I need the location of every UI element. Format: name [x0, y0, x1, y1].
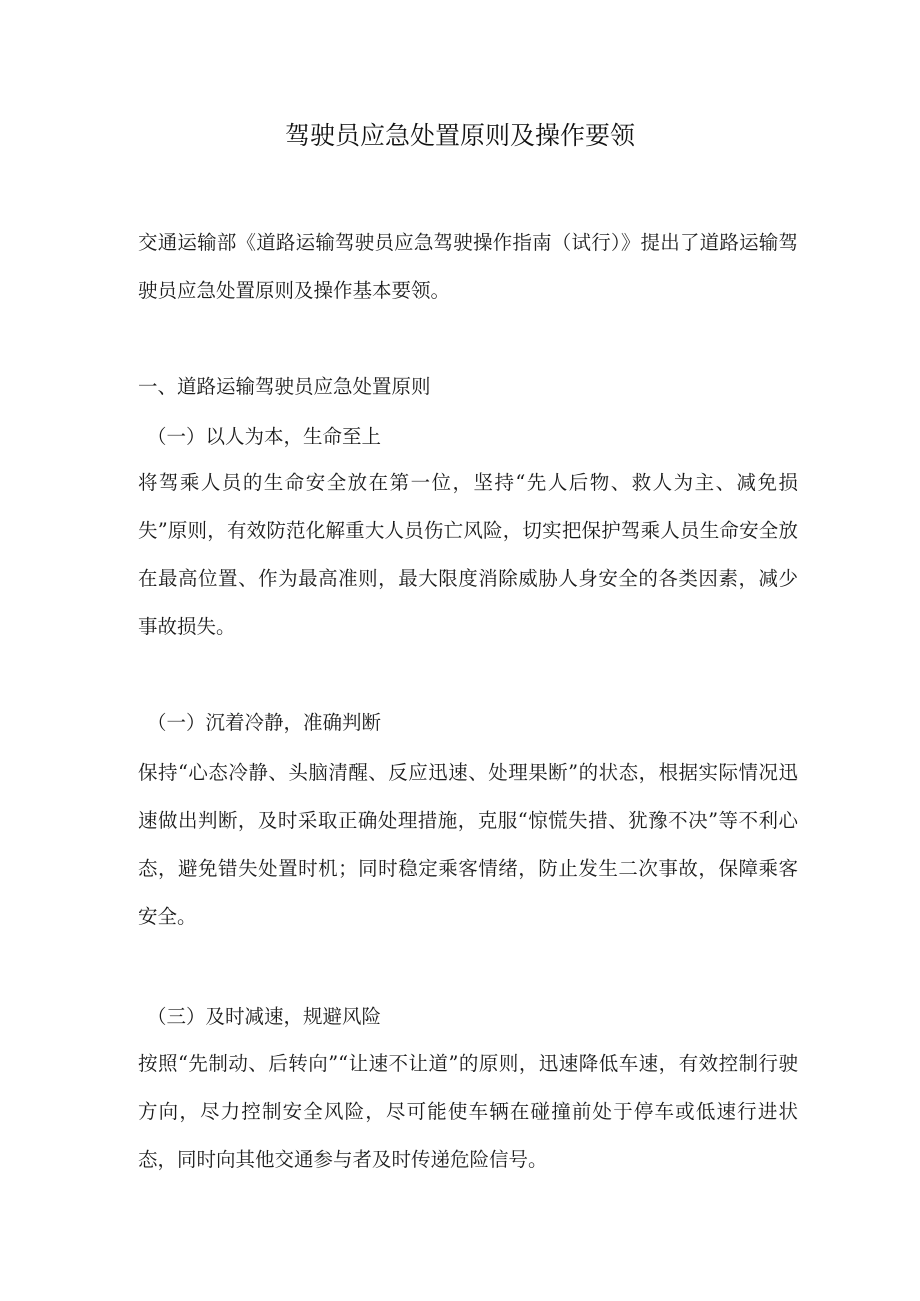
- subsection-body-2: 保持“心态冷静、头脑清醒、反应迅速、处理果断”的状态，根据实际情况迅速做出判断，及时采取正确处理措施，克服“惊慌失措、犹豫不决”等不利心态，避免错失处置时机；同时稳定乘客情绪，防止发生二次事故，保障乘客安全。: [138, 761, 798, 928]
- subsection-body-3: 按照“先制动、后转向”“让速不让道”的原则，迅速降低车速，有效控制行驶方向，尽力控制安全风险，尽可能使车辆在碰撞前处于停车或低速行进状态，同时向其他交通参与者及时传递危险信号。: [138, 1052, 798, 1171]
- document-title: 驾驶员应急处置原则及操作要领: [284, 121, 635, 150]
- subsection-body-1: 将驾乘人员的生命安全放在第一位，坚持“先人后物、救人为主、减免损失”原则，有效防范化解重大人员伤亡风险，切实把保护驾乘人员生命安全放在最高位置、作为最高准则，最大限度消除威胁人身安全的各类因素，减少事故损失。: [138, 471, 798, 638]
- subsection-heading-2: （一）沉着冷静，准确判断: [147, 711, 382, 734]
- subsection-heading-3: （三）及时减速，规避风险: [147, 1005, 382, 1028]
- subsection-heading-1: （一）以人为本，生命至上: [147, 425, 382, 448]
- intro-paragraph: 交通运输部《道路运输驾驶员应急驾驶操作指南（试行）》提出了道路运输驾驶员应急处置原则及操作基本要领。: [138, 231, 798, 302]
- section-heading: 一、道路运输驾驶员应急处置原则: [138, 375, 431, 398]
